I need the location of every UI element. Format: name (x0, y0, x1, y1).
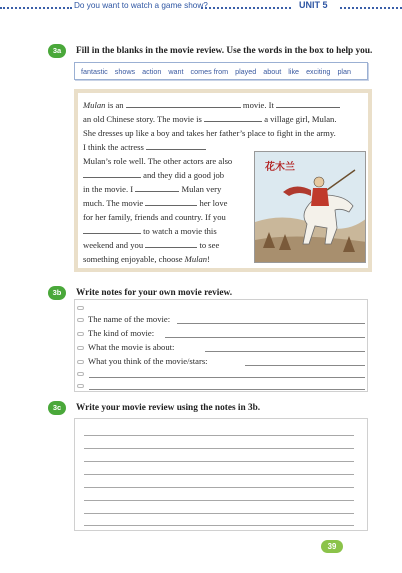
instruction-3c: Write your movie review using the notes in 3b. (76, 403, 261, 413)
note-prompt: What you think of the movie/stars: (88, 356, 208, 366)
note-prompt: What the movie is about: (88, 342, 175, 352)
page-header (0, 1, 402, 15)
note-answer-field[interactable] (205, 351, 365, 352)
review-line: Mulan’s role well. The other actors are also (83, 156, 233, 166)
word-option: fantastic (81, 66, 108, 76)
blank-field[interactable] (83, 226, 141, 234)
blank-field[interactable] (135, 184, 179, 192)
poster-title: 花木兰 (265, 162, 295, 173)
blank-field[interactable] (145, 240, 197, 248)
review-line: I think the actress (83, 142, 206, 152)
note-answer-field[interactable] (89, 389, 365, 390)
note-answer-field[interactable] (165, 337, 365, 338)
word-option: exciting (306, 66, 331, 76)
writing-line (84, 448, 354, 449)
writing-line (84, 435, 354, 436)
section-badge-3c: 3c (48, 401, 66, 415)
writing-line (84, 487, 354, 488)
review-line: Mulan is an movie. It (83, 100, 340, 110)
word-option: comes from (190, 66, 229, 76)
page-number: 39 (321, 540, 343, 553)
ring-bullet-icon (77, 372, 84, 376)
header-dotted-rule (201, 7, 291, 9)
writing-line (84, 525, 354, 526)
ring-bullet-icon (77, 384, 84, 388)
blank-field[interactable] (204, 114, 262, 122)
unit-label: UNIT 5 (299, 0, 328, 10)
review-line: weekend and you to see (83, 240, 220, 250)
instruction-3a: Fill in the blanks in the movie review. Use the words in the box to help you. (76, 46, 373, 56)
blank-field[interactable] (126, 100, 241, 108)
movie-title: Mulan (83, 100, 106, 110)
writing-line (84, 461, 354, 462)
section-badge-3a: 3a (48, 44, 66, 58)
note-line (77, 328, 365, 341)
movie-review-card (74, 89, 372, 272)
note-line (77, 380, 365, 393)
review-line: for her family, friends and country. If you (83, 212, 226, 222)
review-line: She dresses up like a boy and takes her father’s place to fight in the army. (83, 128, 336, 138)
mulan-poster-image (254, 151, 366, 263)
ring-bullet-icon (77, 346, 84, 350)
ring-bullet-icon (77, 332, 84, 336)
blank-field[interactable] (83, 170, 141, 178)
word-box (74, 62, 368, 80)
note-line (77, 314, 365, 327)
blank-field[interactable] (146, 142, 206, 150)
review-line: much. The movie her love (83, 198, 228, 208)
word-option: shows (114, 66, 136, 76)
writing-line (84, 474, 354, 475)
notes-card (74, 299, 368, 392)
review-line: and they did a good job (83, 170, 224, 180)
header-dotted-rule (0, 7, 72, 9)
section-badge-3b: 3b (48, 286, 66, 300)
review-line: an old Chinese story. The movie is a village girl, Mulan. (83, 114, 337, 124)
word-option: action (142, 66, 162, 76)
note-line (77, 342, 365, 355)
writing-line (84, 500, 354, 501)
note-answer-field[interactable] (177, 323, 365, 324)
word-option: about (263, 66, 282, 76)
review-line: in the movie. I Mulan very (83, 184, 222, 194)
writing-line (84, 513, 354, 514)
word-option: played (235, 66, 257, 76)
note-answer-field[interactable] (245, 365, 365, 366)
ring-bullet-icon (77, 306, 84, 310)
ring-bullet-icon (77, 360, 84, 364)
ring-bullet-icon (77, 318, 84, 322)
note-answer-field[interactable] (89, 377, 365, 378)
word-option: like (288, 66, 300, 76)
word-option: want (168, 66, 184, 76)
note-prompt: The kind of movie: (88, 328, 155, 338)
word-option: plan (337, 66, 352, 76)
note-prompt: The name of the movie: (88, 314, 171, 324)
review-line: something enjoyable, choose Mulan! (83, 254, 210, 264)
header-dotted-rule (340, 7, 402, 9)
writing-area[interactable] (74, 418, 368, 531)
review-line: to watch a movie this (83, 226, 217, 236)
blank-field[interactable] (276, 100, 340, 108)
instruction-3b: Write notes for your own movie review. (76, 288, 233, 298)
header-question: Do you want to watch a game show? (74, 1, 208, 10)
blank-field[interactable] (145, 198, 197, 206)
